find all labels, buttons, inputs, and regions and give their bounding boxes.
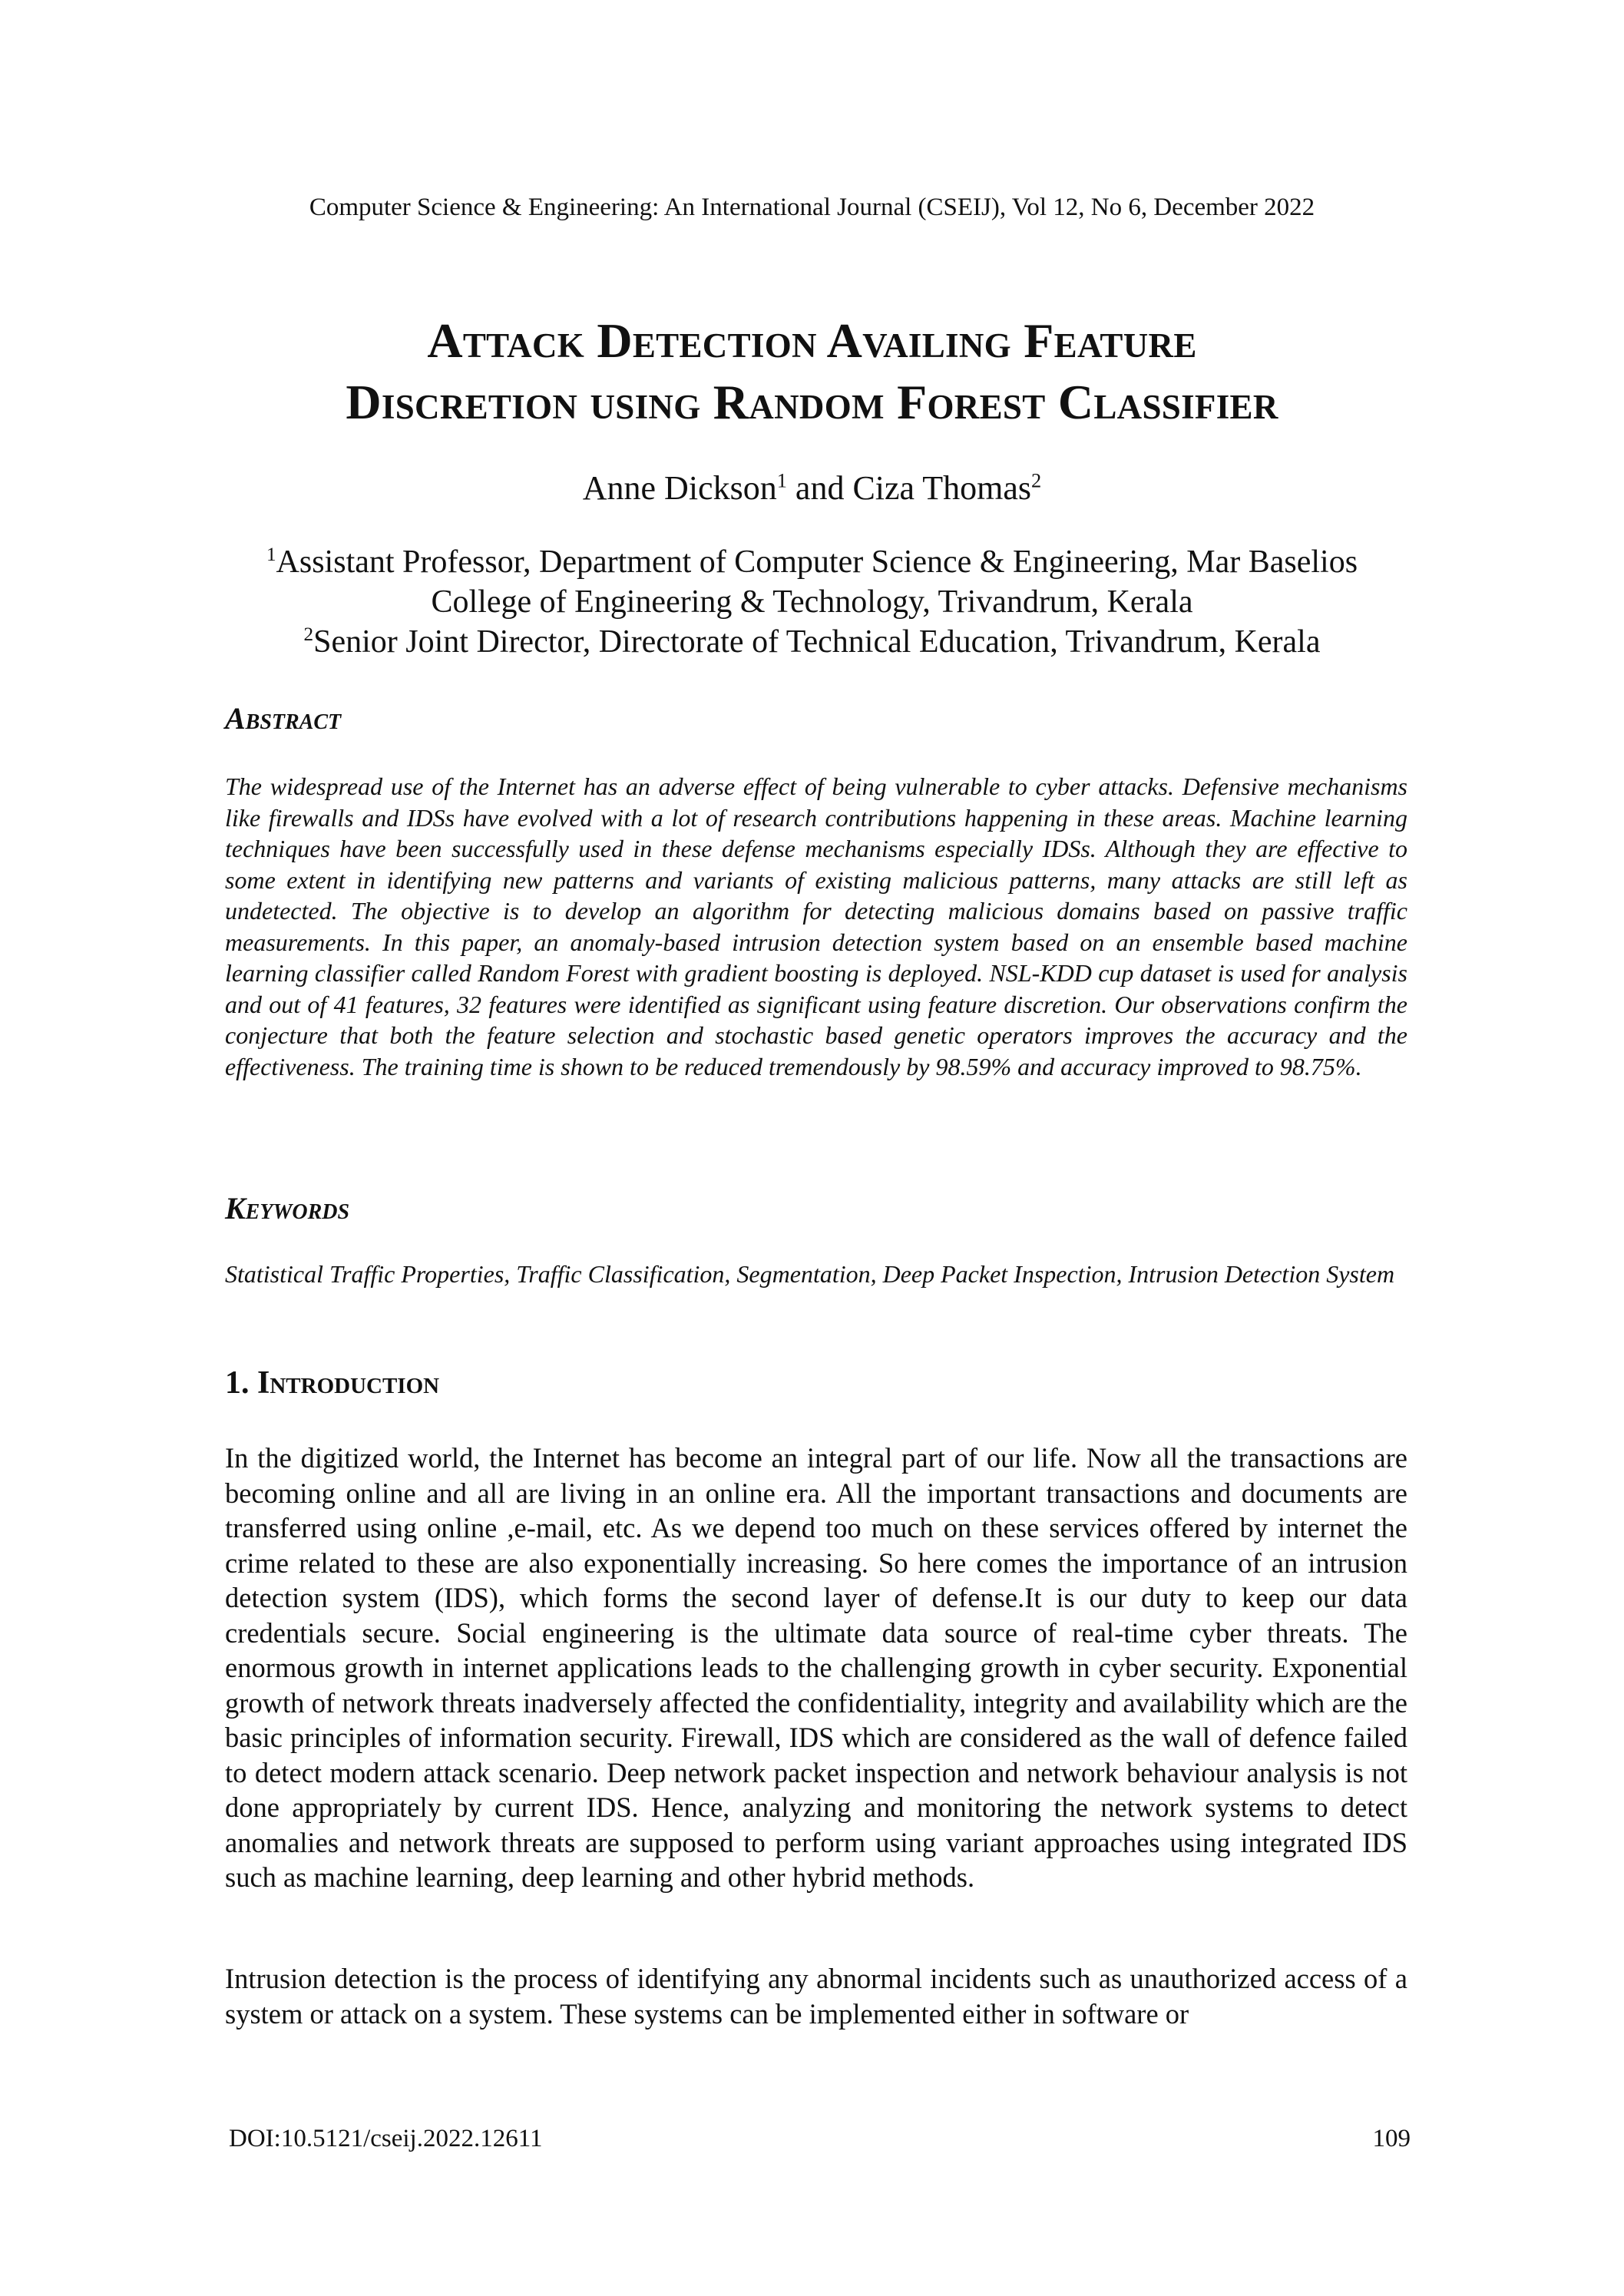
paper-title bbox=[154, 310, 1470, 433]
title-line-1: Attack Detection Availing Feature bbox=[427, 313, 1197, 368]
affiliation-1-line-1: $^1$Assistant Professor, Department of Computer Science & Engineering, Mar Baselios bbox=[266, 544, 1358, 580]
title-line-2: Discretion using Random Forest Classifier bbox=[346, 375, 1278, 429]
introduction-paragraph-2: Intrusion detection is the process of identifying any abnormal incidents such as unauthorized access of a system or attack on a system. These systems can be implemented either in software or bbox=[225, 1963, 1407, 2030]
introduction-heading: 1. Introduction bbox=[225, 1365, 440, 1401]
author-2: Ciza Thomas bbox=[852, 469, 1032, 507]
affiliation-2-superscript: 2 bbox=[303, 624, 314, 645]
abstract-text: The widespread use of the Internet has an adverse effect of being vulnerable to cyber attacks. Defensive mechanisms like firewalls and IDSs have evolved with a lot of research contributions happening in these areas. Machine learning techniques have been successfully used in these defense mechanisms especially IDSs. Although they are effective to some extent in identifying new patterns and variants of existing malicious patterns, many attacks are still left as undetected. The objective is to develop an algorithm for detecting malicious domains based on passive traffic measurements. In this paper, an anomaly-based intrusion detection system based on an ensemble based machine learning classifier called Random Forest with gradient boosting is deployed. NSL-KDD cup dataset is used for analysis and out of 41 features, 32 features were identified as significant using feature discretion. Our observations confirm the conjecture that both the feature selection and stochastic based genetic operators improves the accuracy and the effectiveness. The training time is shown to be reduced tremendously by 98.59% and accuracy improved to 98.75%. bbox=[225, 773, 1407, 1080]
keywords-text: Statistical Traffic Properties, Traffic Classification, Segmentation, Deep Packet Inspection, Intrusion Detection System bbox=[225, 1260, 1395, 1288]
author-1: Anne Dickson bbox=[582, 469, 777, 507]
author-2-superscript: 2 bbox=[1031, 468, 1042, 492]
doi: DOI:10.5121/cseij.2022.12611 bbox=[229, 2125, 543, 2152]
affiliation-1-line-2: College of Engineering & Technology, Trivandrum, Kerala bbox=[431, 584, 1193, 620]
affiliations bbox=[154, 542, 1470, 662]
keywords-heading: Keywords bbox=[225, 1191, 350, 1226]
running-head: Computer Science & Engineering: An International Journal (CSEIJ), Vol 12, No 6, December 2022 bbox=[309, 194, 1315, 221]
page-number: 109 bbox=[1372, 2125, 1411, 2152]
author-1-superscript: 1 bbox=[776, 468, 787, 492]
abstract-heading: Abstract bbox=[225, 701, 342, 736]
introduction-paragraph-1: In the digitized world, the Internet has become an integral part of our life. Now all the transactions are becoming online and all are living in an online era. All the important transactions and documents are transferred using online ,e-mail, etc. As we depend too much on these services offered by internet the crime related to these are also exponentially increasing. So here comes the importance of an intrusion detection system (IDS), which forms the second layer of defense.It is our duty to keep our data credentials secure. Social engineering is the ultimate data source of real-time cyber threats. The enormous growth in internet applications leads to the challenging growth in cyber security. Exponential growth of network threats inadversely affected the confidentiality, integrity and availability which are the basic principles of information security. Firewall, IDS which are considered as the wall of defence failed to detect modern attack scenario. Deep network packet inspection and network behaviour analysis is not done appropriately by current IDS. Hence, analyzing and monitoring the network systems to detect anomalies and network threats are supposed to perform using variant approaches using integrated IDS such as machine learning, deep learning and other hybrid methods. bbox=[225, 1442, 1407, 1893]
author-conjunction: and bbox=[786, 469, 853, 507]
author-line bbox=[0, 468, 1624, 508]
affiliation-2: $^2$Senior Joint Director, Directorate of Technical Education, Trivandrum, Kerala bbox=[303, 624, 1321, 660]
affiliation-1-superscript: 1 bbox=[266, 544, 276, 565]
